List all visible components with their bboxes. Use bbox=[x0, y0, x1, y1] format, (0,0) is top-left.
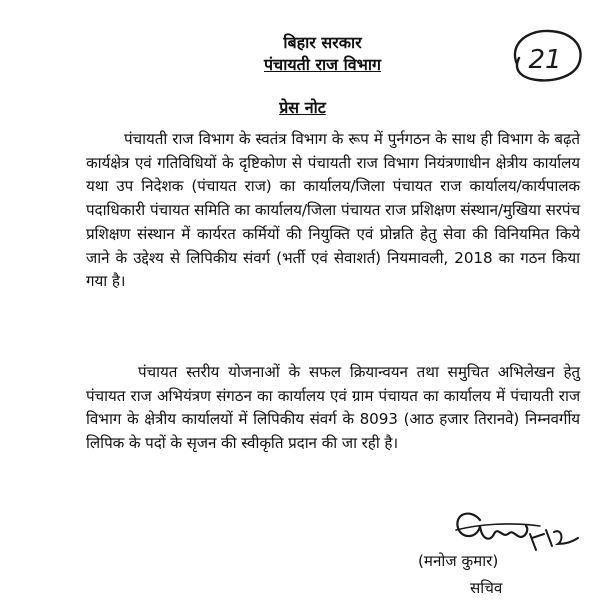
paragraph-2: पंचायत स्तरीय योजनाओं के सफल क्रियान्वयन तथा समुचित अभिलेखन हेतु पंचायत राज अभियंत्रण संगठन का कार्यालय एवं ग्राम पंचायत का कार्यालय में पंचायती राज विभाग के क्षेत्रीय कार्यालयों में लिपिकीय संवर्ग के 8093 (आठ हजार तिरानवे) निम्नवर्गीय लिपिक के पदों के सृजन की स्वीकृति प्रदान की जा रही है। bbox=[86, 363, 580, 453]
handwritten-page-number bbox=[503, 24, 587, 86]
paragraph-1: पंचायती राज विभाग के स्वतंत्र विभाग के रूप में पुर्नगठन के साथ ही विभाग के बढ़ते कार्यक्षेत्र एवं गतिविधियों के दृष्टिकोण से पंचायती राज विभाग नियंत्रणाधीन क्षेत्रीय कार्यालय यथा उप निदेशक (पंचायत राज) का कार्यालय/जिला पंचायत राज कार्यालय/कार्यपालक पदाधिकारी पंचायत समिति का कार्यालय/जिला पंचायत राज प्रशिक्षण संस्थान/मुखिया सरपंच प्रशिक्षण संस्थान में कार्यरत कर्मियों की नियुक्ति एवं प्रोन्नति हेतु सेवा की विनियमित किये जाने के उद्देश्य से लिपिकीय संवर्ग (भर्ती एवं सेवाशर्त) नियमावली, 2018 का गठन किया गया है। bbox=[86, 130, 580, 291]
government-name: बिहार सरकार bbox=[283, 33, 362, 52]
signer-title: सचिव bbox=[470, 579, 503, 597]
page-number-text: 21 bbox=[528, 45, 562, 75]
signer-name: (मनोज कुमार) bbox=[418, 552, 499, 570]
document-title: प्रेस नोट bbox=[279, 98, 326, 117]
department-name: पंचायती राज विभाग bbox=[263, 55, 382, 74]
